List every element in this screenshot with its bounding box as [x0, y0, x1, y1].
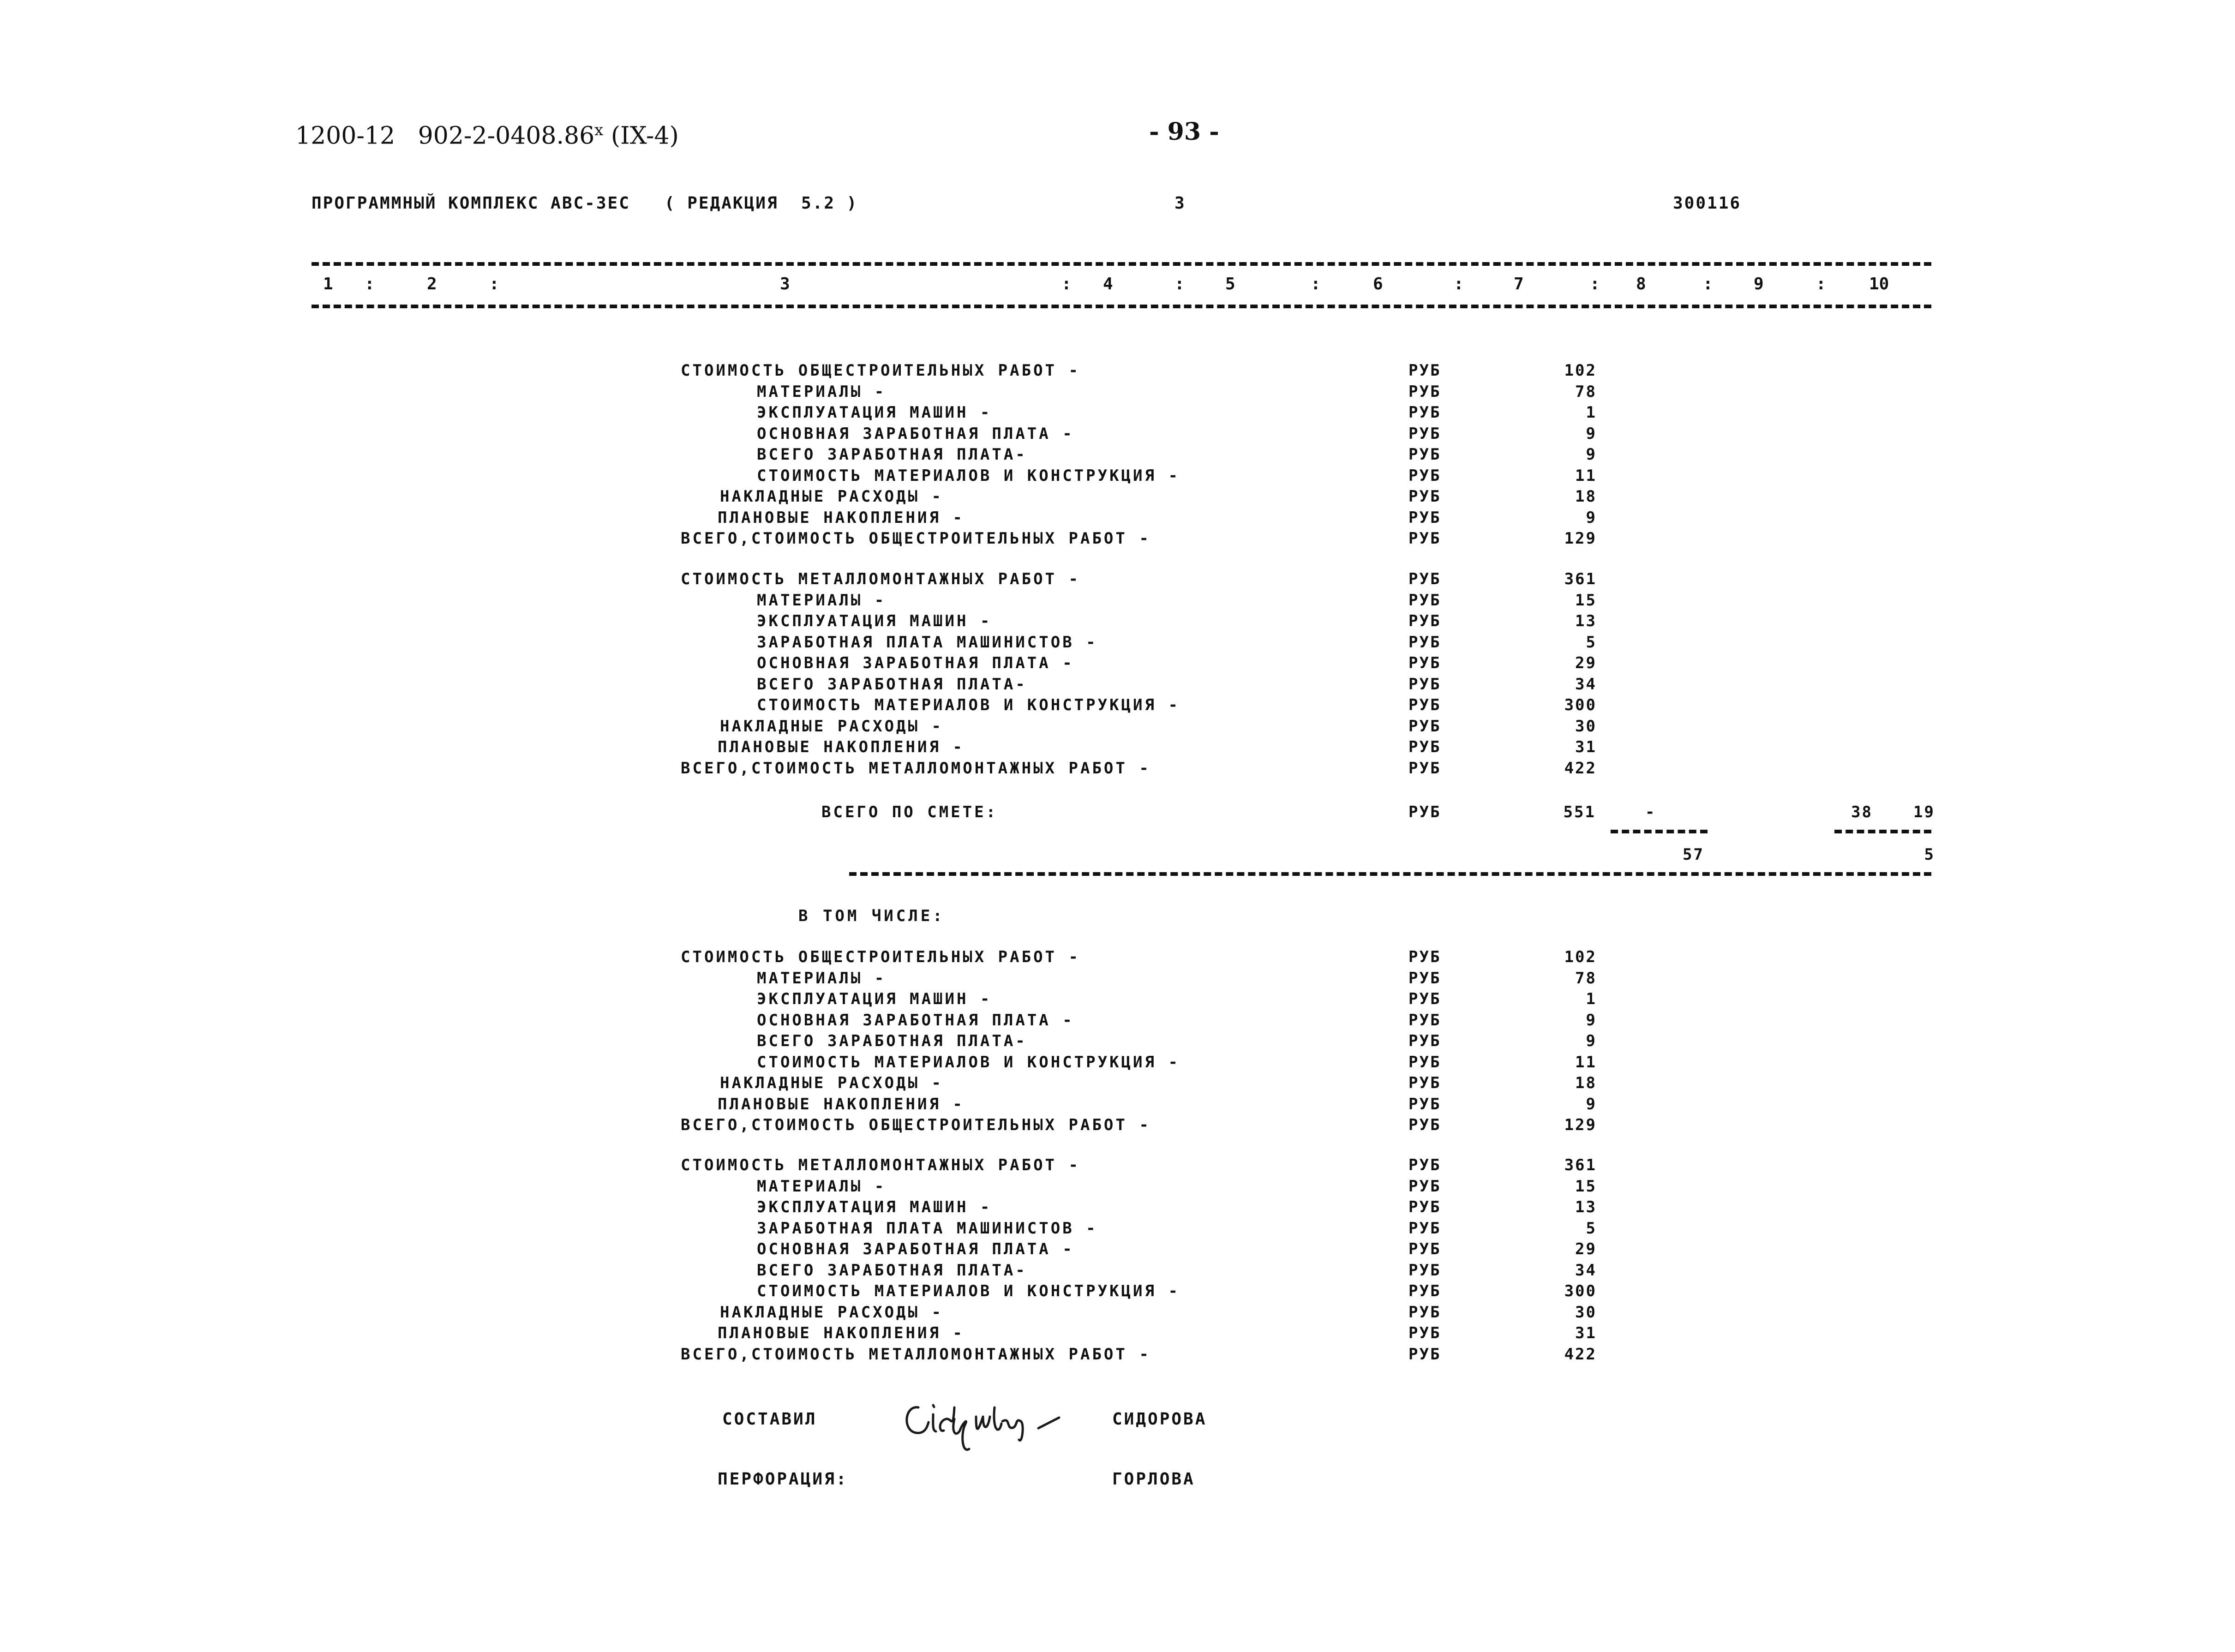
- estimate-row-label: СТОИМОСТЬ МЕТАЛЛОМОНТАЖНЫХ РАБОТ -: [681, 1156, 1080, 1174]
- estimate-row-label: НАКЛАДНЫЕ РАСХОДЫ -: [720, 717, 943, 736]
- estimate-row: [0, 361, 1597, 383]
- grand-total-label: ВСЕГО ПО СМЕТЕ:: [821, 803, 998, 821]
- estimate-row-value: 30: [1575, 1303, 1597, 1322]
- estimate-row-label: СТОИМОСТЬ МАТЕРИАЛОВ И КОНСТРУКЦИЯ -: [757, 466, 1180, 485]
- column-number: 1: [323, 275, 333, 293]
- estimate-row-label: МАТЕРИАЛЫ -: [757, 1177, 887, 1196]
- estimate-row-label: ВСЕГО,СТОИМОСТЬ ОБЩЕСТРОИТЕЛЬНЫХ РАБОТ -: [681, 1116, 1151, 1134]
- estimate-row-value: 422: [1564, 759, 1597, 778]
- estimate-row-unit: РУБ: [1408, 1219, 1441, 1238]
- estimate-row-unit: РУБ: [1408, 570, 1441, 588]
- estimate-row: [0, 612, 1597, 633]
- including-label: В ТОМ ЧИСЛЕ:: [798, 907, 945, 925]
- estimate-row-value: 78: [1575, 382, 1597, 401]
- estimate-row-unit: РУБ: [1408, 990, 1441, 1008]
- grand-total-value: 551: [1563, 803, 1596, 821]
- estimate-row: [0, 1053, 1597, 1074]
- handwritten-signature: [900, 1380, 1075, 1458]
- estimate-row-unit: РУБ: [1408, 738, 1441, 756]
- column-separator: :: [1311, 275, 1321, 293]
- estimate-row: [0, 1156, 1597, 1177]
- estimate-row-value: 9: [1586, 1032, 1597, 1050]
- grand-total-col8-below: 57: [1683, 845, 1704, 864]
- estimate-row: [0, 487, 1597, 509]
- estimate-row-value: 11: [1575, 466, 1597, 485]
- estimate-row-value: 9: [1586, 445, 1597, 464]
- estimate-row-label: ЭКСПЛУАТАЦИЯ МАШИН -: [757, 403, 992, 422]
- sheet-number: 3: [1174, 194, 1185, 213]
- column-separator: :: [1061, 275, 1072, 293]
- estimate-row-value: 15: [1575, 1177, 1597, 1196]
- estimate-row: [0, 467, 1597, 488]
- estimate-row-label: ЭКСПЛУАТАЦИЯ МАШИН -: [757, 990, 992, 1008]
- document-reference-tail: (IX-4): [603, 122, 679, 150]
- estimate-row-unit: РУБ: [1408, 759, 1441, 778]
- column-separator: :: [365, 275, 375, 293]
- perforation-label: ПЕРФОРАЦИЯ:: [718, 1470, 848, 1489]
- estimate-row-label: ЗАРАБОТНАЯ ПЛАТА МАШИНИСТОВ -: [757, 633, 1098, 652]
- estimate-row-unit: РУБ: [1408, 508, 1441, 527]
- estimate-row: [0, 591, 1597, 612]
- estimate-row-value: 422: [1564, 1345, 1597, 1364]
- estimate-row: [0, 445, 1597, 467]
- estimate-row-value: 9: [1586, 1095, 1597, 1113]
- estimate-row: [0, 1303, 1597, 1324]
- estimate-row-label: ОСНОВНАЯ ЗАРАБОТНАЯ ПЛАТА -: [757, 1011, 1074, 1030]
- estimate-row-unit: РУБ: [1408, 591, 1441, 610]
- estimate-row-unit: РУБ: [1408, 633, 1441, 652]
- estimate-row-unit: РУБ: [1408, 654, 1441, 672]
- estimate-row-unit: РУБ: [1408, 382, 1441, 401]
- estimate-row-unit: РУБ: [1408, 1156, 1441, 1174]
- estimate-row: [0, 1074, 1597, 1095]
- estimate-row: [0, 1282, 1597, 1303]
- estimate-row-value: 129: [1564, 1116, 1597, 1134]
- estimate-row-label: ОСНОВНАЯ ЗАРАБОТНАЯ ПЛАТА -: [757, 654, 1074, 672]
- estimate-row-unit: РУБ: [1408, 529, 1441, 548]
- estimate-row-value: 102: [1564, 948, 1597, 966]
- estimate-row: [0, 1177, 1597, 1198]
- column-number: 6: [1373, 275, 1383, 293]
- estimate-row-unit: РУБ: [1408, 717, 1441, 736]
- estimate-row-label: СТОИМОСТЬ МАТЕРИАЛОВ И КОНСТРУКЦИЯ -: [757, 1282, 1180, 1300]
- estimate-row-label: ЗАРАБОТНАЯ ПЛАТА МАШИНИСТОВ -: [757, 1219, 1098, 1238]
- grand-total-col8: -: [1645, 803, 1657, 821]
- estimate-row-label: МАТЕРИАЛЫ -: [757, 591, 887, 610]
- estimate-row-label: ПЛАНОВЫЕ НАКОПЛЕНИЯ -: [718, 1324, 965, 1342]
- column-number: 8: [1636, 275, 1646, 293]
- estimate-row-label: ПЛАНОВЫЕ НАКОПЛЕНИЯ -: [718, 1095, 965, 1113]
- grand-total-unit: РУБ: [1408, 803, 1441, 821]
- estimate-row: [0, 1032, 1597, 1053]
- estimate-row-unit: РУБ: [1408, 1198, 1441, 1216]
- estimate-row-label: ВСЕГО,СТОИМОСТЬ ОБЩЕСТРОИТЕЛЬНЫХ РАБОТ -: [681, 529, 1151, 548]
- column-number: 3: [780, 275, 790, 293]
- estimate-row-unit: РУБ: [1408, 1095, 1441, 1113]
- grand-total-col10-below: 5: [1924, 845, 1935, 864]
- document-reference-main: 1200-12 902-2-0408.86: [295, 122, 595, 150]
- estimate-row: [0, 633, 1597, 654]
- document-reference: [295, 121, 679, 150]
- estimate-row: [0, 1240, 1597, 1261]
- column-number: 9: [1754, 275, 1764, 293]
- estimate-row: [0, 990, 1597, 1011]
- estimate-row-label: НАКЛАДНЫЕ РАСХОДЫ -: [720, 1074, 943, 1092]
- compiled-by-label: СОСТАВИЛ: [722, 1410, 817, 1429]
- estimate-row: [0, 654, 1597, 675]
- estimate-row-value: 300: [1564, 1282, 1597, 1300]
- header-rule-bottom: [312, 305, 1931, 308]
- estimate-row-unit: РУБ: [1408, 1116, 1441, 1134]
- estimate-row-value: 361: [1564, 1156, 1597, 1174]
- estimate-row-label: СТОИМОСТЬ МАТЕРИАЛОВ И КОНСТРУКЦИЯ -: [757, 1053, 1180, 1071]
- estimate-row-unit: РУБ: [1408, 403, 1441, 422]
- estimate-row: [0, 509, 1597, 530]
- estimate-row-label: ВСЕГО ЗАРАБОТНАЯ ПЛАТА-: [757, 675, 1027, 694]
- estimate-row-value: 9: [1586, 1011, 1597, 1030]
- page-number: - 93 -: [1149, 118, 1219, 146]
- estimate-row-unit: РУБ: [1408, 1032, 1441, 1050]
- estimate-row: [0, 383, 1597, 404]
- estimate-row-value: 30: [1575, 717, 1597, 736]
- estimate-row-unit: РУБ: [1408, 612, 1441, 630]
- estimate-row-unit: РУБ: [1408, 445, 1441, 464]
- estimate-row-unit: РУБ: [1408, 1011, 1441, 1030]
- estimate-row-unit: РУБ: [1408, 675, 1441, 694]
- estimate-row: [0, 759, 1597, 780]
- estimate-row-unit: РУБ: [1408, 1345, 1441, 1364]
- estimate-row-value: 13: [1575, 1198, 1597, 1216]
- estimate-row-value: 300: [1564, 696, 1597, 714]
- estimate-row-value: 78: [1575, 969, 1597, 988]
- program-title: ПРОГРАММНЫЙ КОМПЛЕКС АВС-3ЕС ( РЕДАКЦИЯ 5.2 ): [312, 194, 858, 213]
- estimate-row-value: 102: [1564, 361, 1597, 380]
- compiled-by-name: СИДОРОВА: [1112, 1410, 1207, 1429]
- estimate-row-value: 1: [1586, 403, 1597, 422]
- column-number: 7: [1514, 275, 1524, 293]
- estimate-row: [0, 529, 1597, 551]
- estimate-row: [0, 696, 1597, 717]
- estimate-row-unit: РУБ: [1408, 1074, 1441, 1092]
- col8-underline: [1611, 830, 1708, 833]
- estimate-row: [0, 570, 1597, 591]
- estimate-row: [0, 969, 1597, 990]
- estimate-row-unit: РУБ: [1408, 1240, 1441, 1258]
- estimate-row-value: 11: [1575, 1053, 1597, 1071]
- estimate-row-label: НАКЛАДНЫЕ РАСХОДЫ -: [720, 1303, 943, 1322]
- column-separator: :: [1174, 275, 1185, 293]
- estimate-row-unit: РУБ: [1408, 1177, 1441, 1196]
- estimate-row-label: ОСНОВНАЯ ЗАРАБОТНАЯ ПЛАТА -: [757, 424, 1074, 443]
- estimate-row-value: 18: [1575, 487, 1597, 506]
- estimate-row: [0, 1324, 1597, 1345]
- estimate-row-value: 361: [1564, 570, 1597, 588]
- estimate-row-unit: РУБ: [1408, 424, 1441, 443]
- estimate-row-value: 15: [1575, 591, 1597, 610]
- estimate-row-value: 29: [1575, 654, 1597, 672]
- estimate-row-label: ОСНОВНАЯ ЗАРАБОТНАЯ ПЛАТА -: [757, 1240, 1074, 1258]
- estimate-row: [0, 717, 1597, 738]
- estimate-row-unit: РУБ: [1408, 361, 1441, 380]
- column-separator: :: [489, 275, 499, 293]
- document-reference-superscript: x: [594, 121, 604, 139]
- estimate-row-value: 1: [1586, 990, 1597, 1008]
- column-number: 10: [1869, 275, 1889, 293]
- estimate-row-unit: РУБ: [1408, 487, 1441, 506]
- column-separator: :: [1454, 275, 1464, 293]
- column-number: 4: [1103, 275, 1113, 293]
- estimate-row-value: 9: [1586, 508, 1597, 527]
- estimate-row-value: 31: [1575, 738, 1597, 756]
- grand-total-col9: 38: [1851, 803, 1873, 821]
- estimate-row-value: 34: [1575, 1261, 1597, 1280]
- estimate-row-value: 5: [1586, 633, 1597, 652]
- estimate-row-label: ВСЕГО ЗАРАБОТНАЯ ПЛАТА-: [757, 1032, 1027, 1050]
- estimate-row: [0, 1219, 1597, 1240]
- estimate-row: [0, 1095, 1597, 1116]
- estimate-row-label: ЭКСПЛУАТАЦИЯ МАШИН -: [757, 612, 992, 630]
- estimate-row-unit: РУБ: [1408, 969, 1441, 988]
- estimate-row-unit: РУБ: [1408, 1261, 1441, 1280]
- column-separator: :: [1816, 275, 1826, 293]
- estimate-row-unit: РУБ: [1408, 696, 1441, 714]
- estimate-row-label: СТОИМОСТЬ МЕТАЛЛОМОНТАЖНЫХ РАБОТ -: [681, 570, 1080, 588]
- header-rule-top: [312, 262, 1931, 266]
- estimate-row-label: ВСЕГО ЗАРАБОТНАЯ ПЛАТА-: [757, 1261, 1027, 1280]
- estimate-row-label: ВСЕГО,СТОИМОСТЬ МЕТАЛЛОМОНТАЖНЫХ РАБОТ -: [681, 1345, 1151, 1364]
- grand-total-subrow: [0, 845, 2235, 867]
- estimate-row-unit: РУБ: [1408, 948, 1441, 966]
- col10-underline: [1834, 830, 1931, 833]
- grand-total-col10: 19: [1913, 803, 1935, 821]
- estimate-row: [0, 1261, 1597, 1282]
- document-code: 300116: [1673, 194, 1742, 213]
- estimate-row-label: НАКЛАДНЫЕ РАСХОДЫ -: [720, 487, 943, 506]
- grand-total-row: [0, 803, 2235, 824]
- total-separator-line: [849, 872, 1931, 876]
- estimate-row-label: ПЛАНОВЫЕ НАКОПЛЕНИЯ -: [718, 508, 965, 527]
- estimate-row-label: ЭКСПЛУАТАЦИЯ МАШИН -: [757, 1198, 992, 1216]
- estimate-row: [0, 425, 1597, 446]
- estimate-row-unit: РУБ: [1408, 1324, 1441, 1342]
- perforation-name: ГОРЛОВА: [1112, 1470, 1195, 1489]
- estimate-row: [0, 1198, 1597, 1219]
- estimate-row-value: 9: [1586, 424, 1597, 443]
- estimate-row-value: 31: [1575, 1324, 1597, 1342]
- estimate-row-unit: РУБ: [1408, 1282, 1441, 1300]
- column-number: 5: [1225, 275, 1235, 293]
- column-separator: :: [1703, 275, 1713, 293]
- estimate-row-value: 129: [1564, 529, 1597, 548]
- estimate-row-unit: РУБ: [1408, 1303, 1441, 1322]
- column-separator: :: [1590, 275, 1600, 293]
- estimate-row-value: 18: [1575, 1074, 1597, 1092]
- estimate-row: [0, 675, 1597, 696]
- estimate-row: [0, 1345, 1597, 1366]
- estimate-row-unit: РУБ: [1408, 466, 1441, 485]
- estimate-row-label: ВСЕГО ЗАРАБОТНАЯ ПЛАТА-: [757, 445, 1027, 464]
- estimate-row-label: МАТЕРИАЛЫ -: [757, 969, 887, 988]
- estimate-row-unit: РУБ: [1408, 1053, 1441, 1071]
- estimate-row-label: ПЛАНОВЫЕ НАКОПЛЕНИЯ -: [718, 738, 965, 756]
- estimate-row: [0, 1116, 1597, 1137]
- estimate-row-label: ВСЕГО,СТОИМОСТЬ МЕТАЛЛОМОНТАЖНЫХ РАБОТ -: [681, 759, 1151, 778]
- estimate-row-value: 29: [1575, 1240, 1597, 1258]
- estimate-row: [0, 403, 1597, 425]
- estimate-row: [0, 1011, 1597, 1032]
- estimate-row-value: 5: [1586, 1219, 1597, 1238]
- estimate-row-label: СТОИМОСТЬ ОБЩЕСТРОИТЕЛЬНЫХ РАБОТ -: [681, 361, 1080, 380]
- estimate-row: [0, 948, 1597, 969]
- estimate-row: [0, 738, 1597, 759]
- estimate-row-label: СТОИМОСТЬ ОБЩЕСТРОИТЕЛЬНЫХ РАБОТ -: [681, 948, 1080, 966]
- estimate-row-value: 13: [1575, 612, 1597, 630]
- estimate-row-value: 34: [1575, 675, 1597, 694]
- column-number: 2: [427, 275, 437, 293]
- estimate-row-label: МАТЕРИАЛЫ -: [757, 382, 887, 401]
- estimate-row-label: СТОИМОСТЬ МАТЕРИАЛОВ И КОНСТРУКЦИЯ -: [757, 696, 1180, 714]
